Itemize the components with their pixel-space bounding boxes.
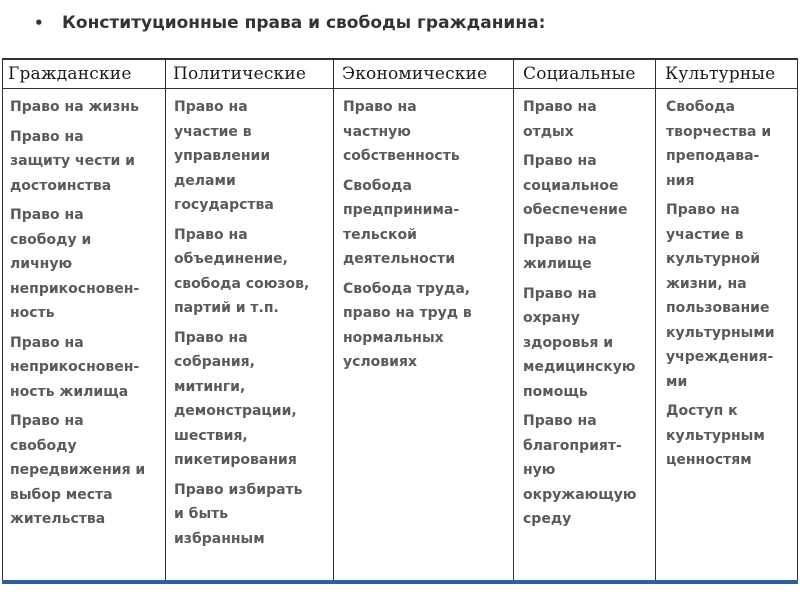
right-text-line: Право на [523, 285, 597, 302]
column-body-political [174, 95, 330, 556]
table-bottom-border [2, 580, 798, 584]
right-item [523, 282, 653, 405]
right-item [343, 174, 509, 272]
right-text-line: ми [666, 373, 688, 390]
right-item [174, 95, 330, 218]
right-text-line: участие в [666, 226, 744, 243]
table-right-border [797, 58, 798, 580]
right-text-line: Право на [174, 226, 248, 243]
right-text-line: культурной [666, 251, 761, 267]
column-header-cultural: Культурные [665, 64, 776, 84]
right-item [523, 149, 653, 223]
right-text-line: личную [10, 256, 73, 272]
right-text-line: объединение, [174, 251, 288, 267]
right-text-line: Право на [10, 128, 84, 145]
right-text-line: помощь [523, 383, 588, 400]
right-text-line: и быть [174, 506, 229, 522]
right-text-line: Право на [10, 207, 84, 223]
right-text-line: Свобода труда, [343, 280, 471, 297]
right-item [174, 223, 330, 321]
right-item [174, 478, 330, 552]
right-text-line: избранным [174, 530, 265, 547]
right-item [666, 198, 794, 394]
column-header-political: Политические [173, 64, 307, 84]
right-text-line: Право на [174, 329, 248, 346]
column-header-economic: Экономические [342, 64, 488, 84]
right-item [174, 326, 330, 473]
column-divider [513, 58, 514, 580]
right-item [523, 95, 653, 144]
slide-title [34, 10, 545, 36]
right-text-line: неприкосновен- [10, 280, 140, 297]
right-text-line: ность жилища [10, 383, 129, 400]
right-text-line: Свобода [666, 99, 735, 115]
right-text-line: деятельности [343, 251, 456, 267]
right-text-line: жилище [523, 256, 592, 272]
right-text-line: преподава- [666, 148, 760, 164]
right-item [523, 228, 653, 277]
right-text-line: шествия, [174, 427, 248, 444]
right-text-line: обеспечение [523, 202, 628, 218]
right-text-line: достоинства [10, 177, 112, 194]
right-text-line: ния [666, 172, 695, 189]
right-text-line: частную [343, 123, 411, 140]
right-text-line: делами [174, 172, 236, 189]
right-text-line: Право на [174, 99, 248, 115]
right-text-line: право на труд в [343, 305, 472, 321]
right-text-line: партий и т.п. [174, 300, 279, 316]
right-text-line: жизни, на [666, 275, 747, 292]
column-body-social [523, 95, 653, 537]
right-text-line: Право избирать [174, 481, 303, 498]
column-body-cultural [666, 95, 794, 478]
right-item [10, 203, 162, 326]
right-text-line: митинги, [174, 378, 246, 395]
right-text-line: учреждения- [666, 349, 774, 365]
slide-title-text: Конституционные права и свободы гражданина: [62, 13, 546, 33]
right-text-line: Право на жизнь [10, 99, 139, 115]
right-item [343, 95, 509, 169]
column-divider [333, 58, 334, 580]
column-divider [655, 58, 656, 580]
right-item [10, 409, 162, 532]
right-item [666, 399, 794, 473]
right-text-line: Право на [523, 153, 597, 169]
right-text-line: условиях [343, 354, 417, 370]
right-text-line: культурным [666, 427, 765, 444]
right-text-line: выбор места [10, 486, 113, 503]
column-header-social: Социальные [523, 64, 636, 84]
column-body-civil [10, 95, 162, 537]
right-text-line: ность [10, 305, 55, 321]
rights-table [2, 58, 798, 584]
right-text-line: ценностям [666, 452, 752, 468]
right-text-line: отдых [523, 123, 574, 140]
right-text-line: творчества и [666, 123, 772, 140]
right-text-line: пикетирования [174, 452, 297, 468]
right-text-line: участие в [174, 123, 252, 140]
right-text-line: государства [174, 197, 274, 213]
right-text-line: Право на [10, 413, 84, 429]
right-text-line: охрану [523, 310, 580, 326]
right-item [343, 277, 509, 375]
right-text-line: культурными [666, 324, 775, 341]
right-item [666, 95, 794, 193]
right-text-line: пользование [666, 300, 770, 316]
column-body-economic [343, 95, 509, 380]
right-text-line: Право на [523, 99, 597, 115]
right-text-line: медицинскую [523, 359, 636, 375]
right-text-line: неприкосновен- [10, 359, 140, 375]
table-top-border [2, 58, 798, 60]
right-text-line: нормальных [343, 329, 444, 346]
right-text-line: здоровья и [523, 334, 614, 351]
right-text-line: защиту чести и [10, 153, 135, 169]
right-text-line: Доступ к [666, 403, 738, 419]
right-text-line: ную [523, 462, 556, 478]
right-text-line: свобода союзов, [174, 275, 310, 292]
right-text-line: Свобода [343, 177, 412, 194]
table-left-border [2, 58, 3, 580]
right-text-line: тельской [343, 226, 417, 243]
right-text-line: демонстрации, [174, 403, 297, 419]
right-text-line: социальное [523, 177, 619, 194]
right-text-line: Право на [666, 202, 740, 218]
right-text-line: собрания, [174, 354, 255, 370]
right-text-line: свободу [10, 437, 77, 454]
right-item [10, 125, 162, 199]
right-text-line: среду [523, 511, 572, 527]
right-text-line: Право на [523, 231, 597, 248]
column-divider [165, 58, 166, 580]
right-text-line: управлении [174, 148, 271, 164]
right-text-line: жительства [10, 511, 106, 527]
right-text-line: Право на [10, 334, 84, 351]
bullet-point: • [34, 14, 44, 32]
right-text-line: свободу и [10, 231, 92, 248]
right-text-line: предпринима- [343, 202, 460, 218]
right-item [10, 95, 162, 120]
table-header-separator [2, 88, 798, 89]
right-text-line: окружающую [523, 486, 637, 503]
right-text-line: Право на [343, 99, 417, 115]
right-text-line: благоприят- [523, 437, 622, 454]
right-text-line: собственность [343, 148, 460, 164]
right-text-line: передвижения и [10, 462, 146, 478]
right-text-line: Право на [523, 413, 597, 429]
column-header-civil: Гражданские [8, 64, 132, 84]
right-item [523, 409, 653, 532]
right-item [10, 331, 162, 405]
